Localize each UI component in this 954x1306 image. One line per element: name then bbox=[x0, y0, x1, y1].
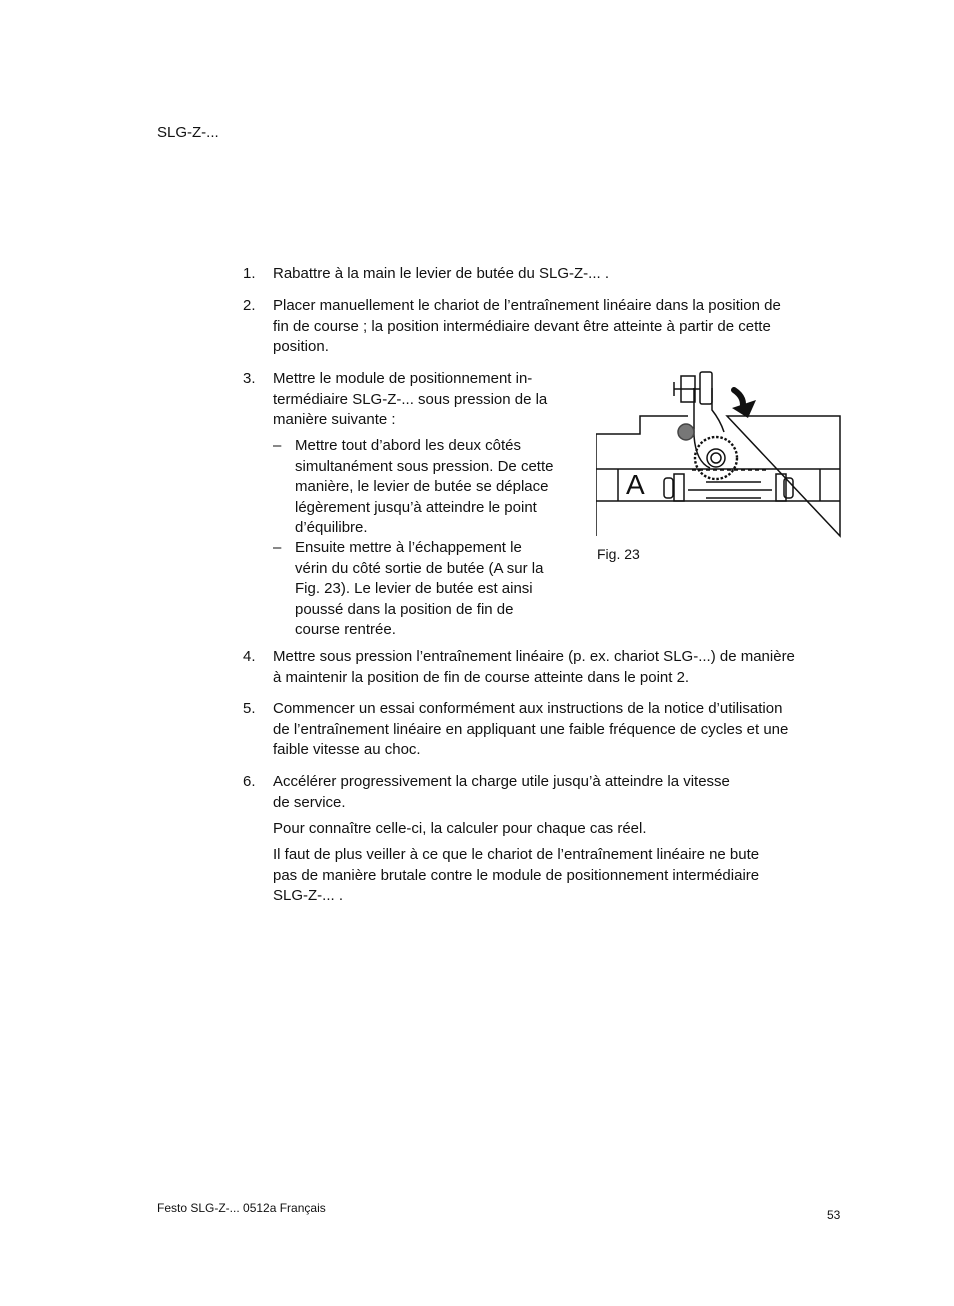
figure-label-a: A bbox=[626, 469, 645, 500]
step-text: Commencer un essai conformément aux instructions de la notice d’utilisation de l’entraînement linéaire en appliquant une faible fréquence de cycles et une faible vitesse au choc. bbox=[273, 700, 789, 758]
footer-document-info: Festo SLG-Z-... 0512a Français bbox=[157, 1201, 326, 1215]
step-number: 5. bbox=[243, 700, 256, 717]
step-number: 4. bbox=[243, 648, 256, 665]
page-header-title: SLG-Z-... bbox=[157, 124, 219, 141]
step-number: 6. bbox=[243, 773, 256, 790]
note-paragraph: Pour connaître celle-ci, la calculer pour chaque cas réel. bbox=[273, 820, 647, 837]
step-number: 1. bbox=[243, 265, 256, 282]
note-paragraph: Il faut de plus veiller à ce que le chariot de l’entraînement linéaire ne bute pas de manière brutale contre le module de positionnement intermédiaire SLG-Z-... . bbox=[273, 846, 760, 904]
figure-caption: Fig. 23 bbox=[597, 546, 640, 562]
step-text: Mettre sous pression l’entraînement linéaire (p. ex. chariot SLG-...) de manière à maintenir la position de fin de course atteinte dans le point 2. bbox=[273, 648, 795, 686]
step-text: Mettre le module de positionnement in- termédiaire SLG-Z-... sous pression de la manière suivante : bbox=[273, 370, 548, 428]
step-text: Rabattre à la main le levier de butée du SLG-Z-... . bbox=[273, 265, 609, 282]
step-number: 2. bbox=[243, 297, 256, 314]
step-text: Placer manuellement le chariot de l’entraînement linéaire dans la position de fin de course ; la position intermédiaire devant être atteinte à partir de cette position. bbox=[273, 297, 781, 355]
figure-23 bbox=[596, 370, 842, 540]
substep-text: Mettre tout d’abord les deux côtés simultanément sous pression. De cette manière, le levier de butée se déplace légèrement jusqu’à atteindre le point d’équilibre. bbox=[295, 437, 554, 536]
page-number: 53 bbox=[827, 1208, 841, 1222]
substep-text: Ensuite mettre à l’échappement le vérin du côté sortie de butée (A sur la Fig. 23). Le levier de butée est ainsi poussé dans la position de fin de course rentrée. bbox=[295, 539, 544, 638]
step-text: Accélérer progressivement la charge utile jusqu’à atteindre la vitesse de service. bbox=[273, 773, 730, 811]
dash-bullet: – bbox=[273, 539, 282, 556]
step-number: 3. bbox=[243, 370, 256, 387]
dash-bullet: – bbox=[273, 437, 282, 454]
lever-mechanism-diagram bbox=[596, 370, 842, 540]
